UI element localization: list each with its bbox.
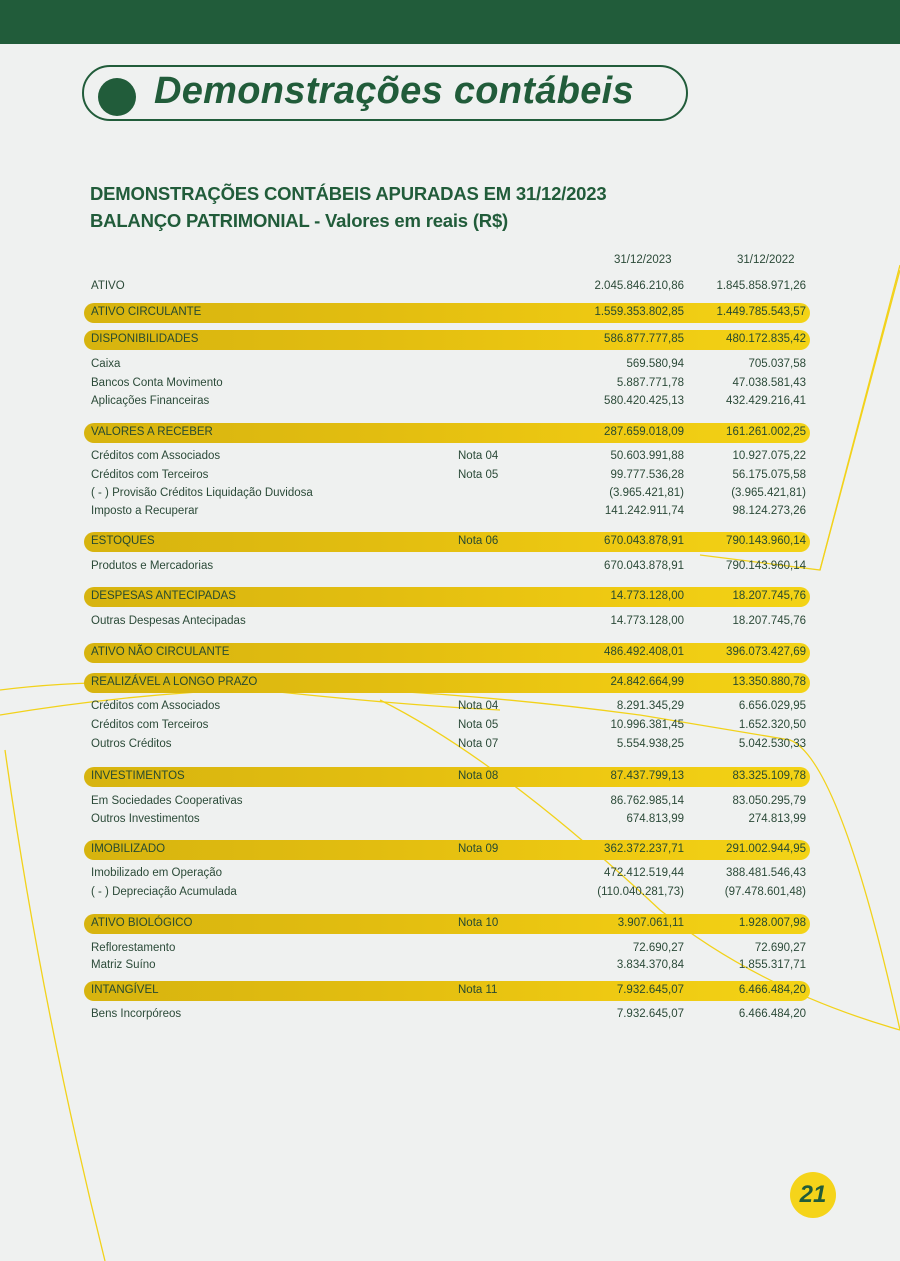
row-value-2023: 99.777.536,28 (610, 469, 684, 481)
row-label: Aplicações Financeiras (91, 395, 210, 407)
row-note: Nota 09 (458, 843, 499, 855)
row-label: ATIVO NÃO CIRCULANTE (91, 646, 230, 658)
row-value-2022: 1.449.785.543,57 (716, 306, 806, 318)
row-value-2023: 3.834.370,84 (616, 959, 684, 971)
row-label: Bens Incorpóreos (91, 1008, 182, 1020)
row-label: VALORES A RECEBER (91, 426, 213, 438)
row-value-2023: 14.773.128,00 (610, 590, 684, 602)
table-section-row (84, 643, 810, 663)
row-label: ATIVO CIRCULANTE (91, 306, 202, 318)
row-label: Imobilizado em Operação (91, 867, 223, 879)
row-value-2023: 87.437.799,13 (610, 770, 684, 782)
row-value-2023: 670.043.878,91 (604, 560, 684, 572)
table-row (84, 883, 810, 903)
table-row (84, 716, 810, 736)
table-row (84, 864, 810, 884)
row-value-2023: 5.887.771,78 (616, 377, 684, 389)
row-value-2023: 674.813,99 (626, 813, 684, 825)
row-value-2022: 1.928.007,98 (738, 917, 806, 929)
row-label: REALIZÁVEL A LONGO PRAZO (91, 676, 258, 688)
table-row (84, 557, 810, 577)
row-value-2023: 86.762.985,14 (610, 795, 684, 807)
row-value-2022: 10.927.075,22 (732, 450, 806, 462)
row-value-2023: (110.040.281,73) (597, 886, 684, 898)
row-label: IMOBILIZADO (91, 843, 166, 855)
row-value-2022: 790.143.960,14 (726, 535, 806, 547)
row-value-2023: (3.965.421,81) (609, 487, 684, 499)
row-value-2023: 670.043.878,91 (604, 535, 684, 547)
row-value-2022: 705.037,58 (748, 358, 806, 370)
row-value-2023: 472.412.519,44 (604, 867, 684, 879)
row-value-2022: 18.207.745,76 (732, 615, 806, 627)
row-value-2022: 274.813,99 (748, 813, 806, 825)
table-row (84, 392, 810, 412)
row-value-2022: 6.466.484,20 (738, 1008, 806, 1020)
row-value-2022: 5.042.530,33 (738, 738, 806, 750)
row-note: Nota 04 (458, 450, 499, 462)
row-label: Matriz Suíno (91, 959, 156, 971)
table-section-row (84, 673, 810, 693)
table-section-row (84, 423, 810, 443)
row-label: ATIVO (91, 280, 125, 292)
row-label: Créditos com Terceiros (91, 719, 209, 731)
table-section-row (84, 981, 810, 1001)
row-value-2022: 6.466.484,20 (738, 984, 806, 996)
title-dot-icon (98, 78, 136, 116)
row-value-2023: 141.242.911,74 (604, 505, 684, 517)
row-value-2022: 388.481.546,43 (726, 867, 806, 879)
row-value-2023: 586.877.777,85 (604, 333, 684, 345)
row-value-2022: (3.965.421,81) (731, 487, 806, 499)
row-label: Em Sociedades Cooperativas (91, 795, 243, 807)
page-title: Demonstrações contábeis (154, 70, 634, 112)
row-value-2022: 83.325.109,78 (732, 770, 806, 782)
row-value-2023: 7.932.645,07 (616, 1008, 684, 1020)
row-value-2023: 50.603.991,88 (610, 450, 684, 462)
row-value-2022: 790.143.960,14 (726, 560, 806, 572)
statement-subheading: BALANÇO PATRIMONIAL - Valores em reais (R$) (90, 210, 509, 231)
table-row (84, 612, 810, 632)
section-title-pill (82, 65, 688, 121)
row-label: Outras Despesas Antecipadas (91, 615, 246, 627)
row-value-2023: 287.659.018,09 (604, 426, 684, 438)
row-label: DISPONIBILIDADES (91, 333, 199, 345)
row-label: Reflorestamento (91, 942, 176, 954)
row-value-2022: 56.175.075,58 (732, 469, 806, 481)
table-row (84, 1005, 810, 1025)
row-note: Nota 11 (458, 984, 498, 996)
table-row (84, 956, 810, 976)
row-note: Nota 05 (458, 719, 499, 731)
row-note: Nota 08 (458, 770, 499, 782)
table-row (84, 466, 810, 486)
row-value-2023: 14.773.128,00 (610, 615, 684, 627)
table-section-row (84, 914, 810, 934)
row-label: INTANGÍVEL (91, 984, 159, 996)
row-value-2023: 2.045.846.210,86 (594, 280, 684, 292)
top-banner (0, 0, 900, 44)
row-label: Créditos com Terceiros (91, 469, 209, 481)
row-value-2022: 98.124.273,26 (732, 505, 806, 517)
table-row (84, 355, 810, 375)
row-value-2022: 1.845.858.971,26 (716, 280, 806, 292)
row-label: Créditos com Associados (91, 450, 221, 462)
row-value-2022: 13.350.880,78 (732, 676, 806, 688)
row-label: Créditos com Associados (91, 700, 221, 712)
row-value-2022: 83.050.295,79 (732, 795, 806, 807)
table-section-row (84, 767, 810, 787)
table-row (84, 447, 810, 467)
table-section-row (84, 587, 810, 607)
row-value-2022: 1.855.317,71 (738, 959, 806, 971)
table-row (84, 792, 810, 812)
row-value-2023: 580.420.425,13 (604, 395, 684, 407)
row-value-2022: (97.478.601,48) (724, 886, 806, 898)
statement-heading: DEMONSTRAÇÕES CONTÁBEIS APURADAS EM 31/12/2023 (90, 183, 607, 204)
row-label: ATIVO BIOLÓGICO (91, 917, 193, 929)
row-value-2022: 72.690,27 (754, 942, 806, 954)
row-note: Nota 04 (458, 700, 499, 712)
row-label: ESTOQUES (91, 535, 155, 547)
row-label: Produtos e Mercadorias (91, 560, 214, 572)
row-value-2022: 18.207.745,76 (732, 590, 806, 602)
row-label: ( - ) Depreciação Acumulada (91, 886, 237, 898)
table-row (84, 277, 810, 297)
row-label: Imposto a Recuperar (91, 505, 199, 517)
table-row (84, 697, 810, 717)
row-note: Nota 06 (458, 535, 499, 547)
row-value-2023: 7.932.645,07 (616, 984, 684, 996)
table-row (84, 502, 810, 522)
row-value-2023: 10.996.381,45 (610, 719, 684, 731)
table-section-row (84, 330, 810, 350)
table-section-row (84, 840, 810, 860)
row-label: Outros Investimentos (91, 813, 200, 825)
table-row (84, 810, 810, 830)
row-value-2023: 1.559.353.802,85 (594, 306, 684, 318)
row-value-2022: 396.073.427,69 (726, 646, 806, 658)
page-number: 21 (790, 1172, 836, 1218)
table-row (84, 374, 810, 394)
row-value-2022: 6.656.029,95 (738, 700, 806, 712)
row-label: ( - ) Provisão Créditos Liquidação Duvidosa (91, 487, 313, 499)
row-label: Bancos Conta Movimento (91, 377, 223, 389)
row-value-2023: 569.580,94 (626, 358, 684, 370)
table-row (84, 735, 810, 755)
row-value-2023: 486.492.408,01 (604, 646, 684, 658)
row-value-2023: 24.842.664,99 (610, 676, 684, 688)
row-value-2023: 3.907.061,11 (617, 917, 684, 929)
row-value-2022: 291.002.944,95 (726, 843, 806, 855)
table-row (84, 484, 810, 504)
row-value-2022: 47.038.581,43 (732, 377, 806, 389)
row-note: Nota 07 (458, 738, 499, 750)
row-value-2022: 161.261.002,25 (726, 426, 806, 438)
row-note: Nota 10 (458, 917, 499, 929)
row-value-2022: 432.429.216,41 (726, 395, 806, 407)
deco-line-right (820, 270, 900, 570)
row-value-2022: 480.172.835,42 (726, 333, 806, 345)
table-section-row (84, 532, 810, 552)
row-note: Nota 05 (458, 469, 499, 481)
row-value-2023: 72.690,27 (632, 942, 684, 954)
row-label: INVESTIMENTOS (91, 770, 185, 782)
row-label: Outros Créditos (91, 738, 172, 750)
row-value-2023: 362.372.237,71 (604, 843, 684, 855)
row-label: Caixa (91, 358, 121, 370)
row-label: DESPESAS ANTECIPADAS (91, 590, 236, 602)
row-value-2023: 5.554.938,25 (616, 738, 684, 750)
column-header-2022: 31/12/2022 (737, 254, 795, 266)
table-section-row (84, 303, 810, 323)
row-value-2022: 1.652.320,50 (738, 719, 806, 731)
column-header-2023: 31/12/2023 (614, 254, 672, 266)
row-value-2023: 8.291.345,29 (616, 700, 684, 712)
